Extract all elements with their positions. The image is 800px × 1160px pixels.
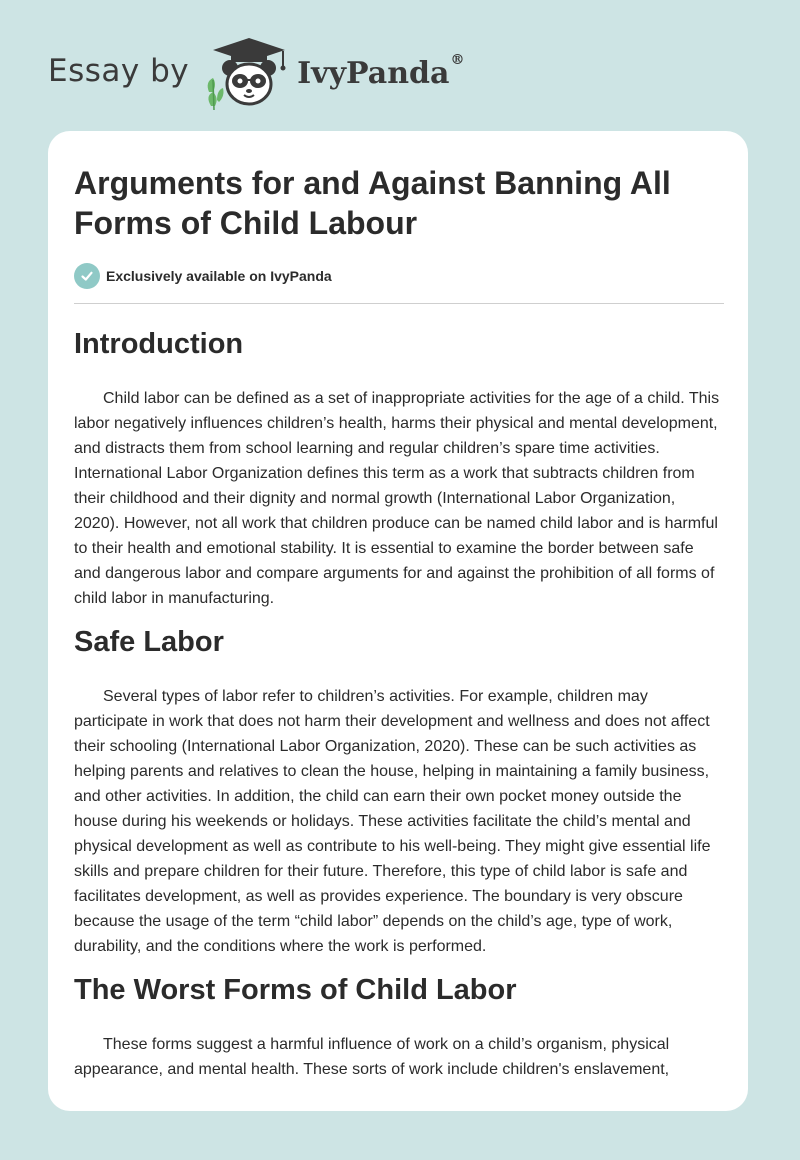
brand-text: IvyPanda <box>297 55 450 91</box>
section-heading: Introduction <box>74 328 244 360</box>
section-paragraph: These forms suggest a harmful influence of work on a child’s organism, physical appearance, and mental health. These sorts of work include children's enslavement, <box>74 1036 670 1078</box>
section-introduction <box>74 320 724 611</box>
section-heading: Safe Labor <box>74 626 224 658</box>
section-safe-labor <box>74 618 724 959</box>
brand-name[interactable] <box>297 51 465 91</box>
essay-by-label: Essay by <box>48 53 190 89</box>
site-header <box>48 34 464 110</box>
exclusive-badge <box>74 263 332 289</box>
panda-graduate-icon[interactable] <box>203 34 295 110</box>
ivy-leaf-icon <box>208 78 224 110</box>
essay-card <box>48 131 748 1111</box>
exclusive-badge-text: Exclusively available on IvyPanda <box>106 268 332 284</box>
page-title: Arguments for and Against Banning All Forms of Child Labour <box>74 165 671 241</box>
section-paragraph: Several types of labor refer to children’s activities. For example, children may participate in work that does not harm their development and wellness and does not affect their schooling (International Labor Organization, 2020). These can be such activities as helping parents and relatives to clean the house, helping in maintaining a family business, and other activities. In addition, the child can earn their own pocket money outside the house during his weekends or holidays. These activities facilitate the child’s mental and physical development as well as contribute to his well-being. They might give essential life skills and prepare children for their future. Therefore, this type of child labor is safe and facilitates development, as well as provides experience. The boundary is very obscure because the usage of the term “child labor” depends on the child’s age, type of work, durability, and the conditions where the work is performed. <box>74 688 711 955</box>
article-body <box>74 320 724 1082</box>
registered-mark: ® <box>450 51 465 68</box>
check-circle-icon <box>74 263 100 289</box>
section-paragraph: Child labor can be defined as a set of inappropriate activities for the age of a child. This labor negatively influences children’s health, harms their physical and mental development, and distracts them from school learning and regular children’s spare time activities. International Labor Organization defines this term as a work that subtracts children from their childhood and their dignity and normal growth (International Labor Organization, 2020). However, not all work that children produce can be named child labor and is harmful to their health and emotional stability. It is essential to examine the border between safe and dangerous labor and compare arguments for and against the prohibition of all forms of child labor in manufacturing. <box>74 390 720 607</box>
section-heading: The Worst Forms of Child Labor <box>74 974 517 1006</box>
section-worst-forms <box>74 966 724 1082</box>
title-divider <box>74 303 724 304</box>
